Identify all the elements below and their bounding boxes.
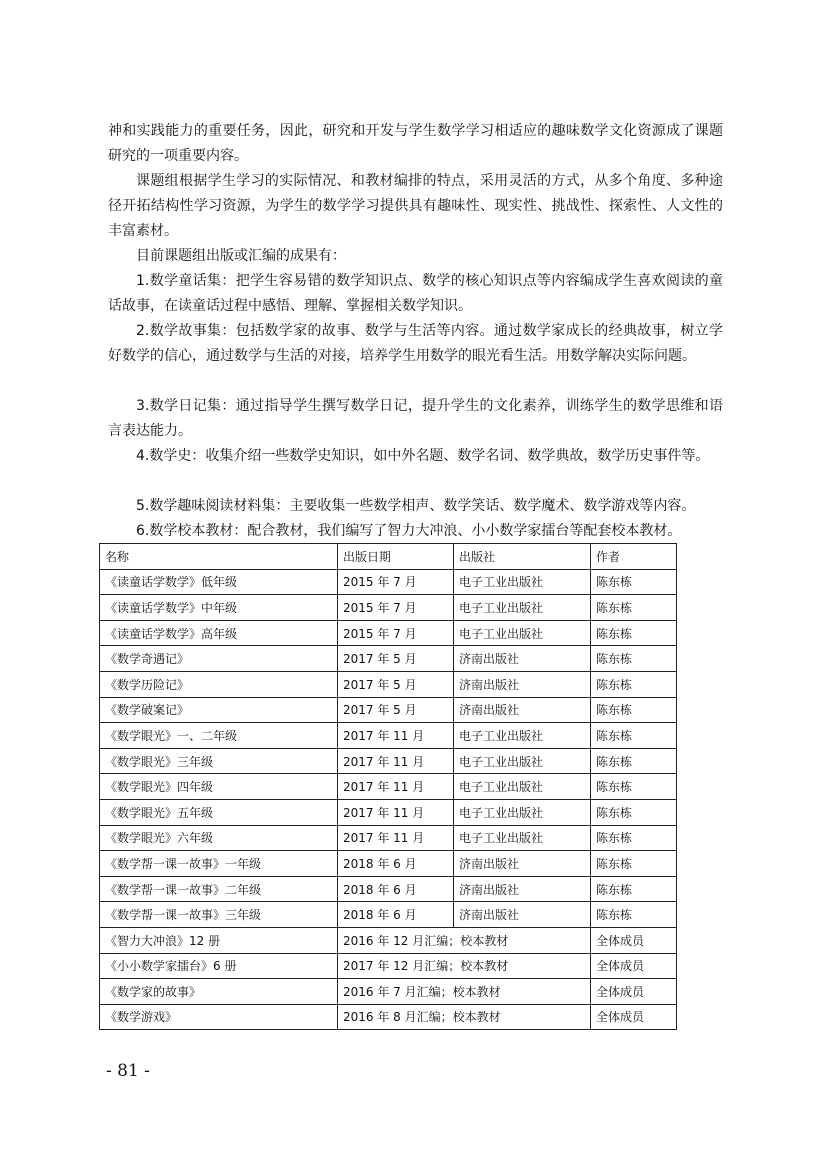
cell-date: 2017 年 11 月 [338,825,454,851]
cell-publisher: 济南出版社 [454,876,591,902]
cell-date: 2017 年 11 月 [338,799,454,825]
paragraph: 课题组根据学生学习的实际情况、和教材编排的特点，采用灵活的方式，从多个角度、多种途径开拓结构性学习资源，为学生的数学学习提供具有趣味性、现实性、挑战性、探索性、人文性的丰富素材。 [108,173,723,239]
cell-name: 《数学家的故事》 [100,979,338,1005]
cell-author: 陈东栋 [591,825,677,851]
cell-date: 2017 年 11 月 [338,774,454,800]
paragraph: 神和实践能力的重要任务，因此，研究和开发与学生数学学习相适应的趣味数学文化资源成了课题研究的一项重要内容。 [108,123,723,164]
page-number: - 81 - [106,1061,150,1081]
table-row [100,697,677,723]
cell-author: 陈东栋 [591,646,677,672]
cell-date: 2015 年 7 月 [338,569,454,595]
cell-author: 陈东栋 [591,774,677,800]
table-row [100,927,677,953]
cell-date: 2017 年 5 月 [338,671,454,697]
cell-name: 《数学奇遇记》 [100,646,338,672]
table-row [100,799,677,825]
cell-name: 《数学破案记》 [100,697,338,723]
cell-name: 《数学眼光》五年级 [100,799,338,825]
cell-date: 2017 年 5 月 [338,646,454,672]
table-row [100,748,677,774]
cell-publisher: 电子工业出版社 [454,595,591,621]
publications-table [99,543,677,1030]
table-row [100,1004,677,1030]
cell-author: 全体成员 [591,1004,677,1030]
table-row [100,902,677,928]
header-publisher: 出版社 [454,544,591,570]
header-author: 作者 [591,544,677,570]
cell-publisher: 电子工业出版社 [454,774,591,800]
cell-publisher: 电子工业出版社 [454,799,591,825]
table-row [100,646,677,672]
cell-date: 2017 年 11 月 [338,748,454,774]
cell-date: 2017 年 5 月 [338,697,454,723]
cell-name: 《数学眼光》六年级 [100,825,338,851]
header-name: 名称 [100,544,338,570]
cell-date-publisher: 2017 年 12 月汇编；校本教材 [338,953,591,979]
cell-author: 全体成员 [591,979,677,1005]
cell-date: 2018 年 6 月 [338,876,454,902]
cell-name: 《数学帮一课一故事》二年级 [100,876,338,902]
cell-name: 《读童话学数学》低年级 [100,569,338,595]
cell-author: 陈东栋 [591,595,677,621]
cell-author: 陈东栋 [591,902,677,928]
cell-author: 陈东栋 [591,799,677,825]
table-row [100,876,677,902]
cell-author: 陈东栋 [591,620,677,646]
cell-author: 陈东栋 [591,851,677,877]
cell-name: 《读童话学数学》中年级 [100,595,338,621]
table-row [100,851,677,877]
list-item: 1.数学童话集：把学生容易错的数学知识点、数学的核心知识点等内容编成学生喜欢阅读的童话故事，在读童话过程中感悟、理解、掌握相关数学知识。 [108,273,723,314]
cell-author: 陈东栋 [591,697,677,723]
cell-name: 《数学历险记》 [100,671,338,697]
cell-publisher: 济南出版社 [454,671,591,697]
cell-name: 《读童话学数学》高年级 [100,620,338,646]
table-row [100,774,677,800]
cell-author: 陈东栋 [591,569,677,595]
paragraph: 目前课题组出版或汇编的成果有： [136,248,346,264]
cell-name: 《智力大冲浪》12 册 [100,927,338,953]
table-row [100,825,677,851]
cell-date: 2018 年 6 月 [338,851,454,877]
cell-publisher: 电子工业出版社 [454,748,591,774]
cell-author: 陈东栋 [591,671,677,697]
list-item: 4.数学史：收集介绍一些数学史知识，如中外名题、数学名词、数学典故，数学历史事件等。 [136,448,710,464]
cell-author: 全体成员 [591,953,677,979]
cell-date-publisher: 2016 年 7 月汇编；校本教材 [338,979,591,1005]
cell-date-publisher: 2016 年 8 月汇编；校本教材 [338,1004,591,1030]
cell-publisher: 电子工业出版社 [454,825,591,851]
cell-name: 《小小数学家擂台》6 册 [100,953,338,979]
cell-date: 2017 年 11 月 [338,723,454,749]
cell-publisher: 济南出版社 [454,902,591,928]
cell-date: 2015 年 7 月 [338,620,454,646]
cell-name: 《数学眼光》一、二年级 [100,723,338,749]
cell-publisher: 济南出版社 [454,851,591,877]
header-date: 出版日期 [338,544,454,570]
list-item: 6.数学校本教材：配合教材，我们编写了智力大冲浪、小小数学家擂台等配套校本教材。 [136,523,682,539]
cell-author: 陈东栋 [591,723,677,749]
table-row [100,620,677,646]
cell-name: 《数学眼光》三年级 [100,748,338,774]
table-row [100,595,677,621]
cell-name: 《数学帮一课一故事》一年级 [100,851,338,877]
table-row [100,723,677,749]
cell-date: 2018 年 6 月 [338,902,454,928]
cell-date-publisher: 2016 年 12 月汇编；校本教材 [338,927,591,953]
list-item: 5.数学趣味阅读材料集：主要收集一些数学相声、数学笑话、数学魔术、数学游戏等内容。 [136,498,696,514]
table-row [100,569,677,595]
cell-publisher: 济南出版社 [454,646,591,672]
cell-author: 全体成员 [591,927,677,953]
table-row [100,979,677,1005]
list-item: 3.数学日记集：通过指导学生撰写数学日记，提升学生的文化素养，训练学生的数学思维和语言表达能力。 [108,398,723,439]
cell-publisher: 电子工业出版社 [454,569,591,595]
table-row [100,953,677,979]
cell-name: 《数学眼光》四年级 [100,774,338,800]
cell-publisher: 济南出版社 [454,697,591,723]
cell-publisher: 电子工业出版社 [454,620,591,646]
table-row [100,671,677,697]
list-item: 2.数学故事集：包括数学家的故事、数学与生活等内容。通过数学家成长的经典故事，树立学好数学的信心，通过数学与生活的对接，培养学生用数学的眼光看生活。用数学解决实际问题。 [108,323,723,364]
table-header-row [100,544,677,570]
cell-name: 《数学游戏》 [100,1004,338,1030]
cell-date: 2015 年 7 月 [338,595,454,621]
cell-publisher: 电子工业出版社 [454,723,591,749]
cell-name: 《数学帮一课一故事》三年级 [100,902,338,928]
cell-author: 陈东栋 [591,876,677,902]
cell-author: 陈东栋 [591,748,677,774]
